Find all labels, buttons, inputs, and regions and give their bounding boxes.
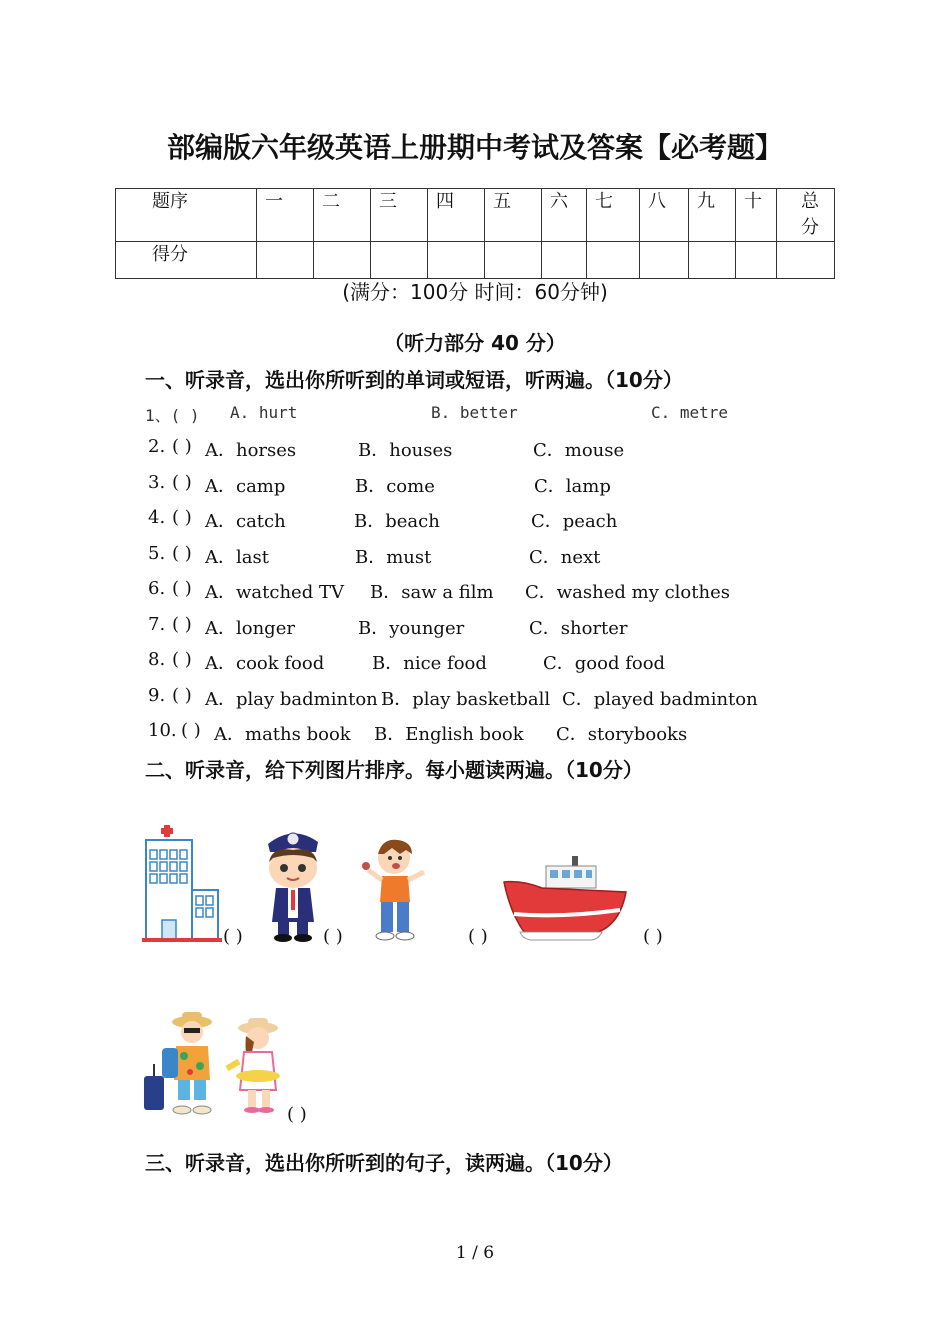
answer-blank[interactable]: ( ) [172,507,192,528]
score-input-cell[interactable] [542,242,587,279]
option-c[interactable]: C．mouse [533,440,625,461]
score-table-header-row [116,189,835,242]
answer-blank[interactable]: ( ) [172,543,192,564]
score-input-cell[interactable] [587,242,640,279]
answer-blank[interactable]: ( ) [323,926,343,947]
answer-blank[interactable]: ( ) [172,436,192,457]
listening-part-label: （听力部分 40 分） [384,331,566,355]
option-b[interactable]: B．younger [358,618,465,639]
score-input-cell[interactable] [736,242,777,279]
option-c[interactable]: C．storybooks [556,724,688,745]
section3-heading: 三、听录音，选出你所听到的句子，读两遍。（10分） [145,1151,623,1175]
q-number: 10. [148,720,177,741]
answer-blank[interactable]: ( ) [172,614,192,635]
q-number: 5. [148,543,166,564]
option-c[interactable]: C．shorter [529,618,628,639]
answer-blank[interactable]: ( ) [181,720,201,741]
section2-heading: 二、听录音，给下列图片排序。每小题读两遍。（10分） [145,758,643,782]
score-cell: 一 [257,189,314,242]
option-c[interactable]: C．peach [531,511,618,532]
q-number: 4. [148,507,166,528]
answer-blank[interactable]: ( ) [172,685,192,706]
police-officer-icon [258,822,328,944]
score-cell: 二 [314,189,371,242]
score-input-cell[interactable] [640,242,689,279]
score-input-cell[interactable] [314,242,371,279]
score-input-cell[interactable] [257,242,314,279]
q1-option-c[interactable]: C. metre [651,403,729,422]
option-a[interactable]: A．last [205,547,269,568]
q1-option-b[interactable]: B. better [431,403,518,422]
score-input-cell[interactable] [689,242,736,279]
answer-blank[interactable]: ( ) [172,578,192,599]
score-table-score-row [116,242,835,279]
q1-option-a[interactable]: A. hurt [230,403,298,422]
score-row-label: 得分 [116,242,257,279]
q-number: 7. [148,614,166,635]
option-a[interactable]: A．watched TV [205,582,344,603]
score-cell: 题序 [116,189,257,242]
option-a[interactable]: A．play badminton [205,689,378,710]
page-title: 部编版六年级英语上册期中考试及答案【必考题】 [166,131,783,164]
q-number: 3. [148,472,166,493]
score-cell: 九 [689,189,736,242]
option-a[interactable]: A．maths book [214,724,351,745]
score-cell: 三 [371,189,428,242]
option-b[interactable]: B．saw a film [370,582,494,603]
section1-heading: 一、听录音，选出你所听到的单词或短语，听两遍。（10分） [145,368,683,392]
score-input-cell[interactable] [777,242,835,279]
q1-number: 1、( ) [145,406,200,425]
answer-blank[interactable]: ( ) [468,926,488,947]
option-a[interactable]: A．horses [205,440,297,461]
score-cell: 五 [485,189,542,242]
option-c[interactable]: C．next [529,547,601,568]
option-a[interactable]: A．catch [205,511,286,532]
option-c[interactable]: C．good food [543,653,666,674]
option-c[interactable]: C．washed my clothes [525,582,730,603]
q-number: 8. [148,649,166,670]
q-number: 9. [148,685,166,706]
option-b[interactable]: B．English book [374,724,524,745]
score-input-cell[interactable] [371,242,428,279]
score-cell: 十 [736,189,777,242]
page-number: 1 / 6 [455,1243,495,1263]
answer-blank[interactable]: ( ) [223,926,243,947]
option-a[interactable]: A．cook food [205,653,325,674]
option-b[interactable]: B．houses [358,440,453,461]
singing-boy-icon [356,836,432,942]
option-b[interactable]: B．beach [354,511,440,532]
exam-meta: (满分：100分 时间：60分钟) [342,280,608,304]
score-cell: 四 [428,189,485,242]
option-c[interactable]: C．played badminton [562,689,758,710]
option-b[interactable]: B．play basketball [381,689,551,710]
option-b[interactable]: B．must [355,547,432,568]
boat-icon [502,852,630,942]
score-input-cell[interactable] [428,242,485,279]
q-number: 2. [148,436,166,457]
option-c[interactable]: C．lamp [534,476,611,497]
option-b[interactable]: B．nice food [372,653,487,674]
travelers-icon [140,1010,290,1120]
option-a[interactable]: A．longer [205,618,295,639]
q-number: 6. [148,578,166,599]
answer-blank[interactable]: ( ) [172,649,192,670]
answer-blank[interactable]: ( ) [643,926,663,947]
option-b[interactable]: B．come [355,476,435,497]
score-cell: 七 [587,189,640,242]
score-table [115,188,835,279]
option-a[interactable]: A．camp [205,476,286,497]
score-input-cell[interactable] [485,242,542,279]
hospital-icon [142,822,222,944]
answer-blank[interactable]: ( ) [287,1104,307,1125]
answer-blank[interactable]: ( ) [172,472,192,493]
score-cell: 八 [640,189,689,242]
score-cell: 六 [542,189,587,242]
score-cell: 总分 [777,189,835,242]
